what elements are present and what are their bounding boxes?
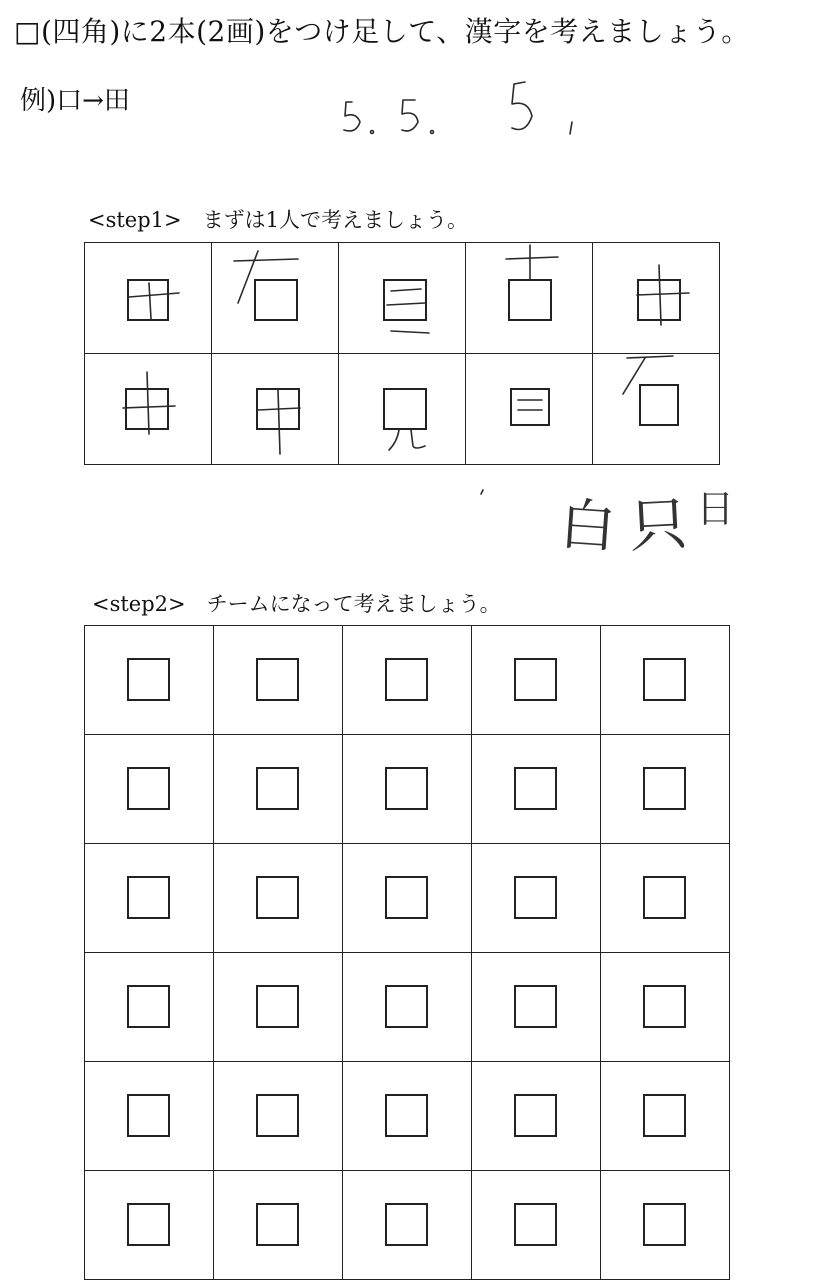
step2-row bbox=[85, 626, 730, 735]
answer-kanji: 白 bbox=[557, 492, 618, 561]
square-box bbox=[256, 876, 299, 919]
step2-cell[interactable] bbox=[601, 1171, 730, 1280]
step2-cell[interactable] bbox=[601, 953, 730, 1062]
square-box bbox=[256, 1094, 299, 1137]
square-box bbox=[514, 767, 557, 810]
step2-cell[interactable] bbox=[343, 953, 472, 1062]
square-box bbox=[643, 1094, 686, 1137]
square-box bbox=[385, 876, 428, 919]
step2-cell[interactable] bbox=[472, 953, 601, 1062]
step2-cell[interactable] bbox=[601, 844, 730, 953]
handwritten-dot bbox=[481, 490, 483, 494]
step1-grid bbox=[84, 242, 720, 465]
step2-cell[interactable] bbox=[214, 844, 343, 953]
step2-cell[interactable] bbox=[472, 1171, 601, 1280]
step2-cell[interactable] bbox=[214, 735, 343, 844]
step2-cell[interactable] bbox=[85, 1062, 214, 1171]
square-box bbox=[385, 1094, 428, 1137]
worksheet-title: □(四角)に2本(2画)をつけ足して、漢字を考えましょう。 bbox=[14, 15, 750, 48]
step2-cell[interactable] bbox=[214, 1062, 343, 1171]
square-box bbox=[385, 658, 428, 701]
square-box bbox=[514, 1094, 557, 1137]
step2-cell[interactable] bbox=[472, 626, 601, 735]
handwritten-answers bbox=[557, 478, 735, 562]
step2-cell[interactable] bbox=[85, 953, 214, 1062]
step1-row bbox=[85, 243, 720, 354]
step1-cell[interactable] bbox=[339, 354, 466, 465]
square-box bbox=[643, 1203, 686, 1246]
square-box bbox=[514, 658, 557, 701]
step2-cell[interactable] bbox=[343, 1171, 472, 1280]
step2-cell[interactable] bbox=[214, 1171, 343, 1280]
step2-cell[interactable] bbox=[85, 1171, 214, 1280]
step2-row bbox=[85, 1171, 730, 1280]
step2-cell[interactable] bbox=[343, 1062, 472, 1171]
square-box bbox=[514, 1203, 557, 1246]
step2-cell[interactable] bbox=[343, 735, 472, 844]
step2-cell[interactable] bbox=[472, 844, 601, 953]
square-box bbox=[256, 1203, 299, 1246]
step1-cell[interactable] bbox=[85, 243, 212, 354]
square-box bbox=[385, 985, 428, 1028]
step1-cell[interactable] bbox=[593, 354, 720, 465]
step2-cell[interactable] bbox=[343, 626, 472, 735]
step2-cell[interactable] bbox=[601, 735, 730, 844]
square-box bbox=[127, 876, 170, 919]
step2-row bbox=[85, 735, 730, 844]
step2-cell[interactable] bbox=[472, 735, 601, 844]
step1-cell[interactable] bbox=[466, 354, 593, 465]
handwritten-fives-scribble bbox=[344, 82, 572, 134]
step2-grid bbox=[84, 625, 730, 1280]
step1-cell[interactable] bbox=[212, 354, 339, 465]
step1-label: <step1> まずは1人で考えましょう。 bbox=[88, 208, 468, 232]
square-box bbox=[514, 876, 557, 919]
step2-row bbox=[85, 1062, 730, 1171]
square-box bbox=[127, 767, 170, 810]
step1-row bbox=[85, 354, 720, 465]
step2-cell[interactable] bbox=[472, 1062, 601, 1171]
step2-label: <step2> チームになって考えましょう。 bbox=[92, 592, 501, 616]
square-box bbox=[127, 1203, 170, 1246]
square-box bbox=[385, 767, 428, 810]
square-box bbox=[514, 985, 557, 1028]
example-line: 例)口→田 bbox=[20, 86, 130, 116]
square-box bbox=[127, 985, 170, 1028]
square-box bbox=[256, 658, 299, 701]
square-box bbox=[643, 658, 686, 701]
step2-cell[interactable] bbox=[85, 844, 214, 953]
step1-cell[interactable] bbox=[593, 243, 720, 354]
square-box bbox=[256, 767, 299, 810]
step1-cell[interactable] bbox=[339, 243, 466, 354]
step2-cell[interactable] bbox=[601, 626, 730, 735]
square-box bbox=[385, 1203, 428, 1246]
square-box bbox=[643, 876, 686, 919]
step1-cell[interactable] bbox=[212, 243, 339, 354]
step2-cell[interactable] bbox=[85, 626, 214, 735]
step2-cell[interactable] bbox=[343, 844, 472, 953]
step2-cell[interactable] bbox=[214, 953, 343, 1062]
square-box bbox=[643, 767, 686, 810]
step1-cell[interactable] bbox=[466, 243, 593, 354]
answer-kanji: 只 bbox=[627, 489, 690, 561]
square-box bbox=[127, 1094, 170, 1137]
square-box bbox=[127, 658, 170, 701]
step2-row bbox=[85, 953, 730, 1062]
answer-kanji: 日 bbox=[696, 487, 735, 531]
step2-cell[interactable] bbox=[601, 1062, 730, 1171]
step2-cell[interactable] bbox=[214, 626, 343, 735]
square-box bbox=[643, 985, 686, 1028]
step2-cell[interactable] bbox=[85, 735, 214, 844]
step2-row bbox=[85, 844, 730, 953]
square-box bbox=[256, 985, 299, 1028]
step1-cell[interactable] bbox=[85, 354, 212, 465]
